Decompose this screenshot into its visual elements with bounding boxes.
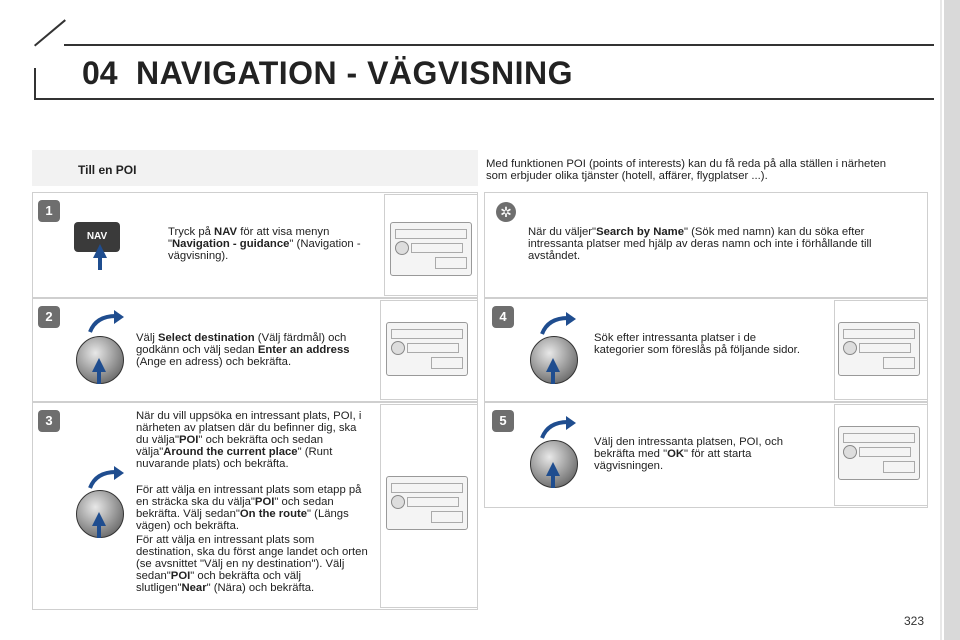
- step-2-badge: 2: [38, 306, 60, 328]
- header-rule-diagonal: [34, 19, 66, 46]
- rotate-arrow-icon: [86, 466, 126, 492]
- rotate-arrow-icon: [538, 416, 578, 442]
- tip-text: När du väljer"Search by Name" (Sök med namn) kan du söka efter intressanta platser med hjälp av deras namn och inte i förhållande till avståndet.: [528, 226, 872, 262]
- step-5-text: Välj den intressanta platsen, POI, och bekräfta med "OK" för att starta vägvisningen.: [594, 436, 784, 472]
- side-bar: [944, 0, 960, 640]
- step-3-text-2: För att välja en intressant plats som etapp på en sträcka ska du välja"POI" och sedan bekräfta. Välj sedan"On the route" (Längs vägen) och bekräfta.: [136, 484, 362, 532]
- chapter-number: 04: [82, 55, 118, 91]
- radio-unit-image: [838, 426, 920, 480]
- radio-unit-image: [386, 322, 468, 376]
- step-3-badge: 3: [38, 410, 60, 432]
- arrow-shaft: [551, 370, 555, 384]
- rotate-arrow-icon: [538, 312, 578, 338]
- arrow-shaft: [97, 524, 101, 538]
- step-1-badge: 1: [38, 200, 60, 222]
- arrow-shaft: [98, 256, 102, 270]
- step-5-badge: 5: [492, 410, 514, 432]
- page-title: NAVIGATION - VÄGVISNING: [136, 55, 573, 91]
- step-3-text-3: För att välja en intressant plats som destination, ska du först ange landet och orten (se avsnittet "Välj en ny destination"). Välj sedan"POI" och bekräfta och välj slutligen"Near" (Nära) och bekräfta.: [136, 534, 368, 594]
- step-4-text: Sök efter intressanta platser i de kategorier som föreslås på följande sidor.: [594, 332, 800, 356]
- radio-unit-image: [390, 222, 472, 276]
- page-number: 323: [904, 614, 925, 628]
- radio-unit-image: [386, 476, 468, 530]
- step-3-text-1: När du vill uppsöka en intressant plats, POI, i närheten av platsen där du befinner dig, ska du välja"POI" och bekräfta och sedan välja"Around the current place" (Runt nuvarande plats) och bekräfta.: [136, 410, 362, 470]
- step-2-text: Välj Select destination (Välj färdmål) och godkänn och välj sedan Enter an address (Ange en adress) och bekräfta.: [136, 332, 350, 368]
- side-divider: [940, 0, 942, 640]
- section-heading: Till en POI: [78, 163, 137, 177]
- step-4-badge: 4: [492, 306, 514, 328]
- header-rule-bottom: [34, 98, 934, 100]
- rotate-arrow-icon: [86, 310, 126, 336]
- settings-gear-icon: ✲: [496, 202, 516, 222]
- header-rule-left: [34, 68, 36, 100]
- section-intro: Med funktionen POI (points of interests) kan du få reda på alla ställen i närheten som erbjuder olika tjänster (hotell, affärer, flygplatser ...).: [486, 158, 887, 182]
- header-rule-top: [64, 44, 934, 46]
- step-1-text: Tryck på NAV för att visa menyn "Navigation - guidance" (Navigation - vägvisning).: [168, 226, 361, 262]
- arrow-shaft: [551, 474, 555, 488]
- radio-unit-image: [838, 322, 920, 376]
- nav-button-icon: NAV: [74, 222, 120, 252]
- arrow-shaft: [97, 370, 101, 384]
